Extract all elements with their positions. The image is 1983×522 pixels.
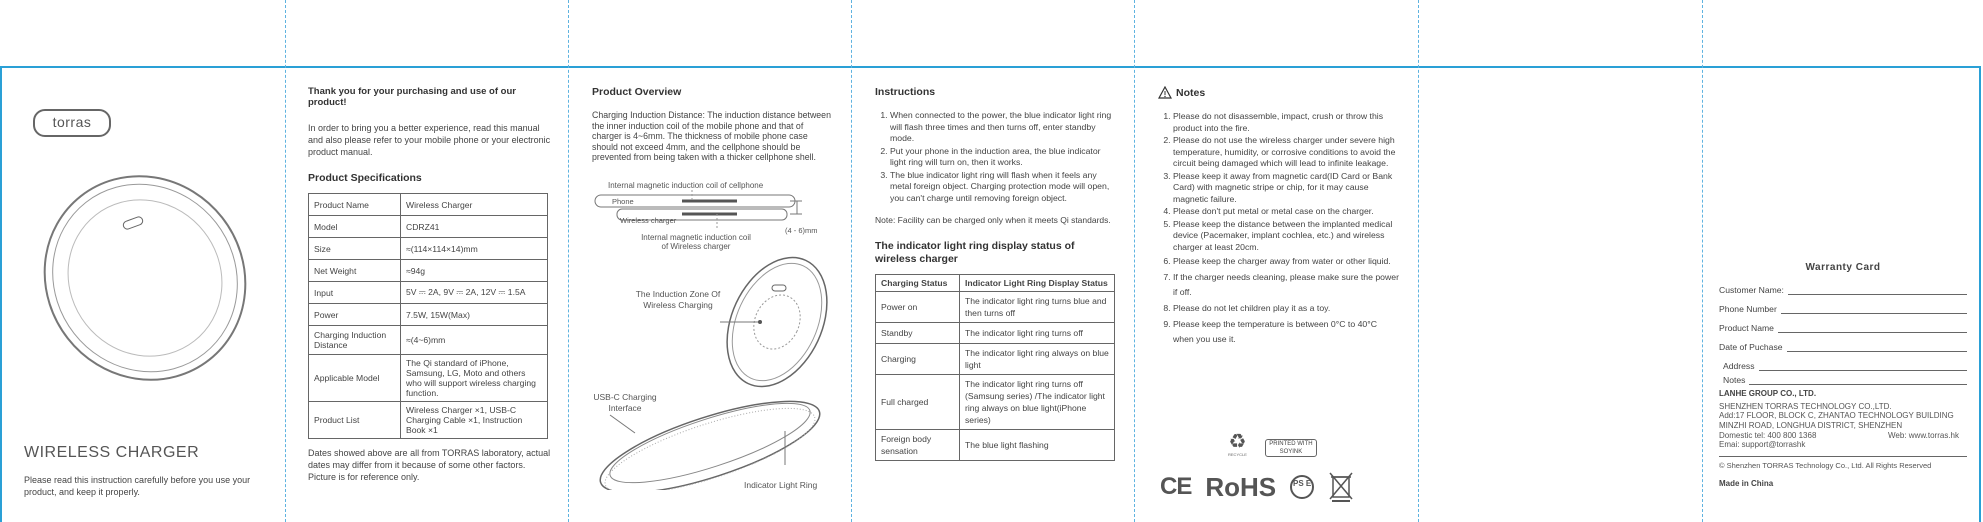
spec-table [308,193,548,439]
pse-mark: PS E [1290,475,1314,499]
status-name: Foreign body sensation [876,430,960,461]
overview-text: Charging Induction Distance: The induction distance between the inner induction coil of the mobile phone and that of charger is 4~6mm. The thickness of mobile phone case should not exceed 4mm, and the cellphone should be prevented from being taken with a thicker cellphone shell. [592,110,831,162]
instructions-panel [875,86,1117,461]
status-name: Standby [876,323,960,344]
spec-value: The Qi standard of iPhone, Samsung, LG, Moto and others who will support wireless charging function. [401,355,548,402]
warning-icon [1158,86,1172,99]
warranty-field[interactable] [1719,304,1967,314]
spec-row [309,260,548,282]
usbc-label: USB-C Charging Interface [593,392,657,413]
spec-row [309,216,548,238]
spec-label: Product Name [309,194,401,216]
warranty-fields [1719,285,1967,385]
wireless-label: Wireless charger [620,216,677,225]
company-tel: Domestic tel: 400 800 1368 [1719,431,1817,440]
fold-line [1702,0,1703,522]
warranty-field-label: Address [1723,361,1755,371]
status-description: The indicator light ring turns blue and then turns off [960,292,1115,323]
spec-row [309,238,548,260]
thanks-heading: Thank you for your purchasing and use of our product! [308,86,516,108]
note-item: 8. Please do not let children play it as a toy. [1173,301,1400,316]
recycle-label: RECYCLE [1228,452,1247,457]
company-address-2: Add:17 FLOOR, BLOCK C, ZHANTAO TECHNOLOGY BUILDING MINZHI ROAD, LONGHUA DISTRICT, SHENZHEN [1719,411,1954,430]
instructions-heading: Instructions [875,86,936,98]
company-name: LANHE GROUP CO., LTD. [1719,389,1817,398]
instruction-item: 2. Put your phone in the induction area, the blue indicator light ring will turn on, then it works. [890,146,1117,169]
spec-value: ≈94g [401,260,548,282]
status-heading: The indicator light ring display status of wireless charger [875,240,1075,265]
spec-value: 5V ⎓ 2A, 9V ⎓ 2A, 12V ⎓ 1.5A [401,282,548,304]
recycle-icon: ♻ [1228,431,1247,453]
phone-label: Phone [612,197,634,206]
charger-top-view [720,252,835,392]
warranty-field-line[interactable] [1781,304,1967,314]
cover-title: WIRELESS CHARGER [24,444,200,461]
spec-heading: Product Specifications [308,172,422,184]
spec-row [309,194,548,216]
soy-ink-mark: PRINTED WITH SOYINK [1265,439,1317,457]
eco-marks [1228,432,1317,457]
instructions-list [875,110,1117,204]
warranty-field-label: Notes [1723,375,1746,385]
brand-logo: torras [33,109,111,137]
status-col-header: Charging Status [876,275,960,292]
ring-label: Indicator Light Ring [744,480,818,490]
made-in: Made in China [1719,479,1774,488]
spec-value: ≈(114×114×14)mm [401,238,548,260]
warranty-field[interactable] [1719,285,1967,295]
note-item: 5. Please keep the distance between the implanted medical device (Pacemaker, implant cochlea, etc.) and wireless charger at least 20cm. [1173,219,1400,254]
fold-line [568,0,569,522]
cover-subtitle: Please read this instruction carefully before you use your product, and keep it properly. [24,475,251,497]
fold-line [851,0,852,522]
notes-list [1158,111,1400,347]
status-col-header: Indicator Light Ring Display Status [960,275,1115,292]
status-row [876,430,1115,461]
zone-label: The Induction Zone Of Wireless Charging [635,289,721,310]
spec-row [309,402,548,439]
status-name: Power on [876,292,960,323]
gap-label: (4 - 6)mm [785,226,818,235]
spec-value: 7.5W, 15W(Max) [401,304,548,326]
note-item: 4. Please don't put metal or metal case on the charger. [1173,206,1400,218]
notes-panel [1158,86,1400,348]
spec-row [309,355,548,402]
warranty-field[interactable] [1723,375,1967,385]
status-table [875,274,1115,461]
spec-row [309,282,548,304]
warranty-field[interactable] [1723,361,1967,371]
warranty-field[interactable] [1719,323,1967,333]
status-description: The indicator light ring always on blue light [960,344,1115,375]
spec-label: Model [309,216,401,238]
status-description: The indicator light ring turns off [960,323,1115,344]
notes-heading: Notes [1176,86,1206,99]
instruction-item: 3. The blue indicator light ring will flash when it feels any metal foreign object. Charging protection mode will open, you can't charge until removing foreign object. [890,170,1117,205]
coil-phone-label: Internal magnetic induction coil of cellphone [608,181,764,190]
cert-marks [1160,471,1354,503]
status-row [876,375,1115,430]
warranty-field-line[interactable] [1787,342,1967,352]
spec-label: Net Weight [309,260,401,282]
status-row [876,292,1115,323]
warranty-panel [1719,262,1967,488]
status-row [876,323,1115,344]
instructions-note: Note: Facility can be charged only when it meets Qi standards. [875,215,1111,225]
instruction-item: 1. When connected to the power, the blue indicator light ring will flash three times and then turns off, enter standby mode. [890,110,1117,145]
overview-heading: Product Overview [592,86,682,98]
spec-label: Charging Induction Distance [309,326,401,355]
spec-label: Power [309,304,401,326]
note-item: 6. Please keep the charger away from water or other liquid. [1173,254,1400,269]
fold-line [285,0,286,522]
status-name: Full charged [876,375,960,430]
company-address: SHENZHEN TORRAS TECHNOLOGY CO.,LTD. [1719,402,1892,411]
note-item: 3. Please keep it away from magnetic card(ID Card or Bank Card) with magnetic stripe or chip, for it may cause magnetic failure. [1173,171,1400,206]
warranty-field-line[interactable] [1759,361,1967,371]
company-email: Emai: support@torrashk [1719,440,1806,449]
coil-charger-label: Internal magnetic induction coil of Wireless charger [641,233,751,251]
warranty-field-label: Customer Name: [1719,285,1784,295]
status-row [876,344,1115,375]
warranty-heading: Warranty Card [1805,262,1881,273]
spec-label: Size [309,238,401,260]
weee-bin-icon [1328,471,1354,503]
warranty-field[interactable] [1719,342,1967,352]
intro-text: In order to bring you a better experience, read this manual and also please refer to your mobile phone or your electronic product manual. [308,123,551,157]
warranty-field-label: Date of Puchase [1719,342,1783,352]
divider [1719,456,1967,457]
note-item: 2. Please do not use the wireless charger under severe high temperature, humidity, or corrosive conditions to avoid the circuit being damaged which will lead to infinite leakage. [1173,135,1400,170]
company-web: Web: www.torras.hk [1888,431,1959,440]
status-description: The blue light flashing [960,430,1115,461]
spec-label: Product List [309,402,401,439]
warranty-field-line[interactable] [1778,323,1967,333]
spec-label: Applicable Model [309,355,401,402]
spec-footnote: Dates showed above are all from TORRAS laboratory, actual dates may differ from it because of some other factors. Picture is for reference only. [308,448,551,482]
spec-row [309,304,548,326]
rohs-mark: RoHS [1205,471,1277,502]
specs-panel [308,86,553,483]
spec-value: Wireless Charger [401,194,548,216]
note-item: 9. Please keep the temperature is between 0°C to 40°C when you use it. [1173,317,1400,347]
spec-value: Wireless Charger ×1, USB-C Charging Cable ×1, Instruction Book ×1 [401,402,548,439]
spec-value: ≈(4~6)mm [401,326,548,355]
status-name: Charging [876,344,960,375]
copyright: © Shenzhen TORRAS Technology Co., Ltd. All Rights Reserved [1719,461,1932,470]
spec-value: CDRZ41 [401,216,548,238]
note-item: 7. If the charger needs cleaning, please make sure the power if off. [1173,270,1400,300]
status-description: The indicator light ring turns off (Samsung series) /The indicator light ring always on blue light(iPhone series) [960,375,1115,430]
spec-label: Input [309,282,401,304]
warranty-field-line[interactable] [1788,285,1967,295]
ce-mark: CE [1160,473,1192,500]
note-item: 1. Please do not disassemble, impact, crush or throw this product into the fire. [1173,111,1400,134]
spec-row [309,326,548,355]
warranty-field-line[interactable] [1749,375,1967,385]
fold-line [1418,0,1419,522]
warranty-field-label: Phone Number [1719,304,1777,314]
overview-panel [592,86,832,163]
warranty-field-label: Product Name [1719,323,1774,333]
fold-line [1134,0,1135,522]
charger-illustration [40,168,250,388]
recycle-mark [1228,432,1247,457]
